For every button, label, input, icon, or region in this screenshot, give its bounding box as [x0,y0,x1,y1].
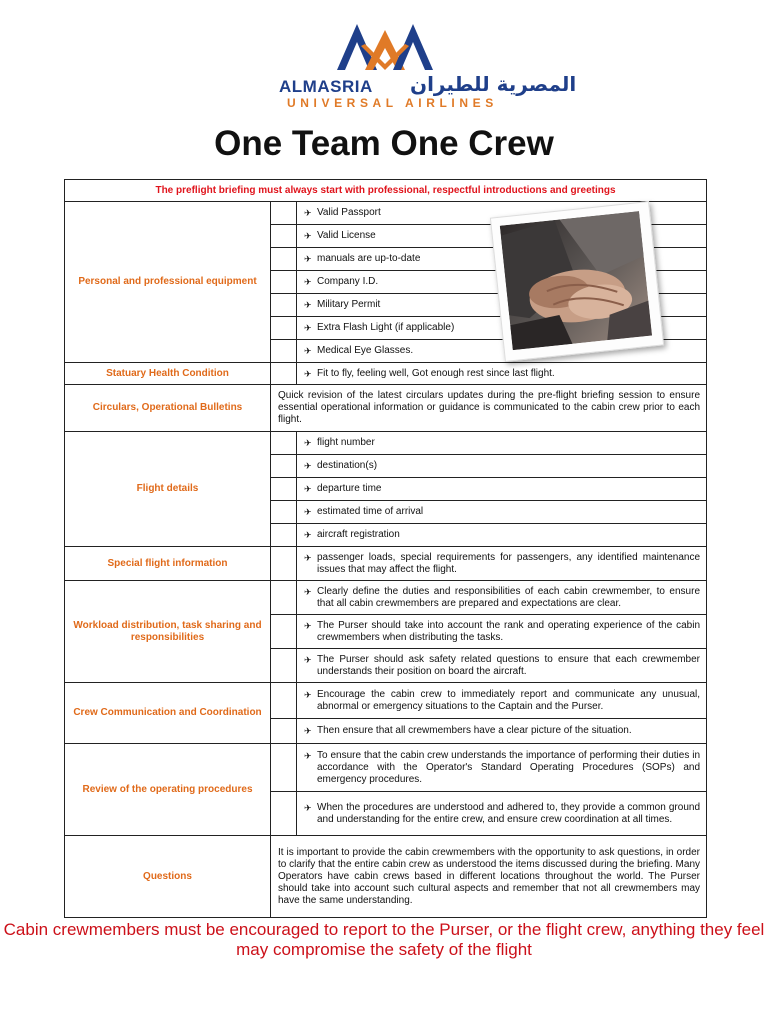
checklist-item-content [304,483,700,495]
checklist-item-text: aircraft registration [317,529,400,540]
table-row [65,683,707,719]
airplane-arrow-icon: ✈ [304,368,312,379]
checklist-item-content [304,552,700,576]
airplane-arrow-icon: ✈ [304,346,312,356]
section-category: Workload distribution, task sharing and responsibilities [65,581,271,683]
airplane-arrow-icon: ✈ [304,620,312,631]
checklist-item-content [304,368,700,380]
airplane-arrow-icon: ✈ [304,689,312,700]
checkbox-cell[interactable] [271,340,297,363]
page-title: One Team One Crew [214,124,554,163]
checkbox-cell[interactable] [271,719,297,744]
airplane-arrow-icon: ✈ [304,654,312,665]
table-row [65,836,707,918]
checkbox-cell[interactable] [271,363,297,385]
airplane-arrow-icon: ✈ [304,530,312,540]
checkbox-cell[interactable] [271,547,297,581]
checklist-item [297,524,707,547]
airplane-arrow-icon: ✈ [304,507,312,517]
airplane-arrow-icon: ✈ [304,277,312,287]
table-row [65,385,707,432]
checklist-item-text: Military Permit [317,299,381,310]
checklist-item-text: Encourage the cabin crew to immediately report and communicate any unusual, abnormal or emergency situations to the Captain and the Purser. [317,688,701,712]
section-category: Statuary Health Condition [65,363,271,385]
checklist-item-content [304,689,700,713]
airplane-arrow-icon: ✈ [304,254,312,264]
checklist-item [297,547,707,581]
checklist-item [297,432,707,455]
checklist-item-text: destination(s) [317,460,378,471]
brand-subtitle: UNIVERSAL AIRLINES [287,96,498,110]
airplane-arrow-icon: ✈ [304,300,312,310]
safety-footer-note: Cabin crewmembers must be encouraged to report to the Purser, or the flight crew, anything they feel may compromise the safety of the flight [3,920,765,959]
airline-logo [0,0,768,115]
crew-hands-image [500,211,652,350]
checklist-item [297,792,707,836]
checklist-item-text: passenger loads, special requirements for passengers, any identified maintenance issues that may affect the flight. [317,551,701,575]
checklist-item-text: estimated time of arrival [317,506,424,517]
airplane-arrow-icon: ✈ [304,231,312,241]
checklist-item [297,649,707,683]
checklist-item-text: Medical Eye Glasses. [317,345,414,356]
brand-name-ar: المصرية للطيران [410,72,577,96]
airplane-arrow-icon: ✈ [304,750,312,761]
checklist-item-text: Fit to fly, feeling well, Got enough rest since last flight. [317,367,555,379]
checklist-item [297,478,707,501]
checkbox-cell[interactable] [271,317,297,340]
checkbox-cell[interactable] [271,248,297,271]
airplane-arrow-icon: ✈ [304,552,312,563]
checklist-item-text: The Purser should take into account the rank and operating experience of the cabin crewmembers when distributing the tasks. [317,619,701,643]
table-header-row [65,180,707,202]
checklist-item-content [304,725,700,737]
section-category: Circulars, Operational Bulletins [65,385,271,432]
section-category: Flight details [65,432,271,547]
checklist-item-text: The Purser should ask safety related questions to ensure that each crewmember understands their position on board the aircraft. [317,653,701,677]
checkbox-cell[interactable] [271,524,297,547]
checklist-item-content [304,529,700,541]
checkbox-cell[interactable] [271,202,297,225]
airplane-arrow-icon: ✈ [304,438,312,448]
crew-hands-photo [490,201,664,362]
airplane-arrow-icon: ✈ [304,726,312,736]
section-description: Quick revision of the latest circulars updates during the pre-flight briefing session to ensure essential operational information or guidance is communicated to the cabin crew prior to each flight. [271,385,707,432]
checklist-item-content [304,750,700,786]
airplane-arrow-icon: ✈ [304,208,312,218]
section-category: Crew Communication and Coordination [65,683,271,744]
table-row [65,744,707,792]
checklist-item-text: Valid License [317,230,376,241]
checklist-item-text: To ensure that the cabin crew understands the importance of performing their duties in accordance with the Operator's Standard Operating Procedures (SOPs) and emergency procedures. [317,749,701,785]
checklist-item-content [304,620,700,644]
checklist-item-content [304,506,700,518]
checklist-item-text: Extra Flash Light (if applicable) [317,322,455,333]
checkbox-cell[interactable] [271,744,297,792]
checkbox-cell[interactable] [271,478,297,501]
table-row [65,547,707,581]
brand-name-en: ALMASRIA [279,77,373,96]
checkbox-cell[interactable] [271,683,297,719]
checklist-item-text: Then ensure that all crewmembers have a clear picture of the situation. [317,725,632,736]
checkbox-cell[interactable] [271,501,297,524]
table-header: The preflight briefing must always start with professional, respectful introductions and greetings [65,180,707,202]
checklist-item-text: departure time [317,483,382,494]
airplane-arrow-icon: ✈ [304,323,312,333]
checklist-item-text: manuals are up-to-date [317,253,421,264]
checkbox-cell[interactable] [271,615,297,649]
checkbox-cell[interactable] [271,455,297,478]
section-category: Questions [65,836,271,918]
section-category: Personal and professional equipment [65,202,271,363]
checkbox-cell[interactable] [271,432,297,455]
checklist-item [297,744,707,792]
checklist-item [297,455,707,478]
checklist-item-content [304,586,700,610]
table-row [65,363,707,385]
section-category: Review of the operating procedures [65,744,271,836]
checklist-item [297,683,707,719]
section-description: It is important to provide the cabin crewmembers with the opportunity to ask questions, in order to clarify that the entire cabin crew as understood the items discussed during the briefing. Many Operators have cabin crews based in different locations throughout the world. The Purser should take into account such cultural aspects and remember that not all crewmembers may have the same understanding. [271,836,707,918]
table-row [65,581,707,615]
checklist-item-text: flight number [317,437,375,448]
checklist-item [297,615,707,649]
checklist-item-text: Clearly define the duties and responsibilities of each cabin crewmember, to ensure that all cabin crewmembers are prepared and expectations are clear. [317,585,701,609]
airplane-arrow-icon: ✈ [304,802,312,813]
checklist-item-content [304,654,700,678]
airplane-arrow-icon: ✈ [304,586,312,597]
checklist-item [297,719,707,744]
checkbox-cell[interactable] [271,792,297,836]
airplane-arrow-icon: ✈ [304,484,312,494]
table-row [65,432,707,455]
section-category: Special flight information [65,547,271,581]
checklist-item-text: When the procedures are understood and adhered to, they provide a common ground and understanding for the entire crew, and ensure crew coordination at all times. [317,801,701,825]
checklist-item-text: Valid Passport [317,207,381,218]
checkbox-cell[interactable] [271,581,297,615]
checkbox-cell[interactable] [271,225,297,248]
checklist-item [297,363,707,385]
checklist-item-content [304,802,700,826]
checkbox-cell[interactable] [271,271,297,294]
logo-mark-icon [335,18,435,74]
checklist-item-text: Company I.D. [317,276,379,287]
checklist-item [297,501,707,524]
checklist-item-content [304,437,700,449]
checklist-item [297,581,707,615]
airplane-arrow-icon: ✈ [304,461,312,471]
checklist-item-content [304,460,700,472]
checkbox-cell[interactable] [271,649,297,683]
checkbox-cell[interactable] [271,294,297,317]
